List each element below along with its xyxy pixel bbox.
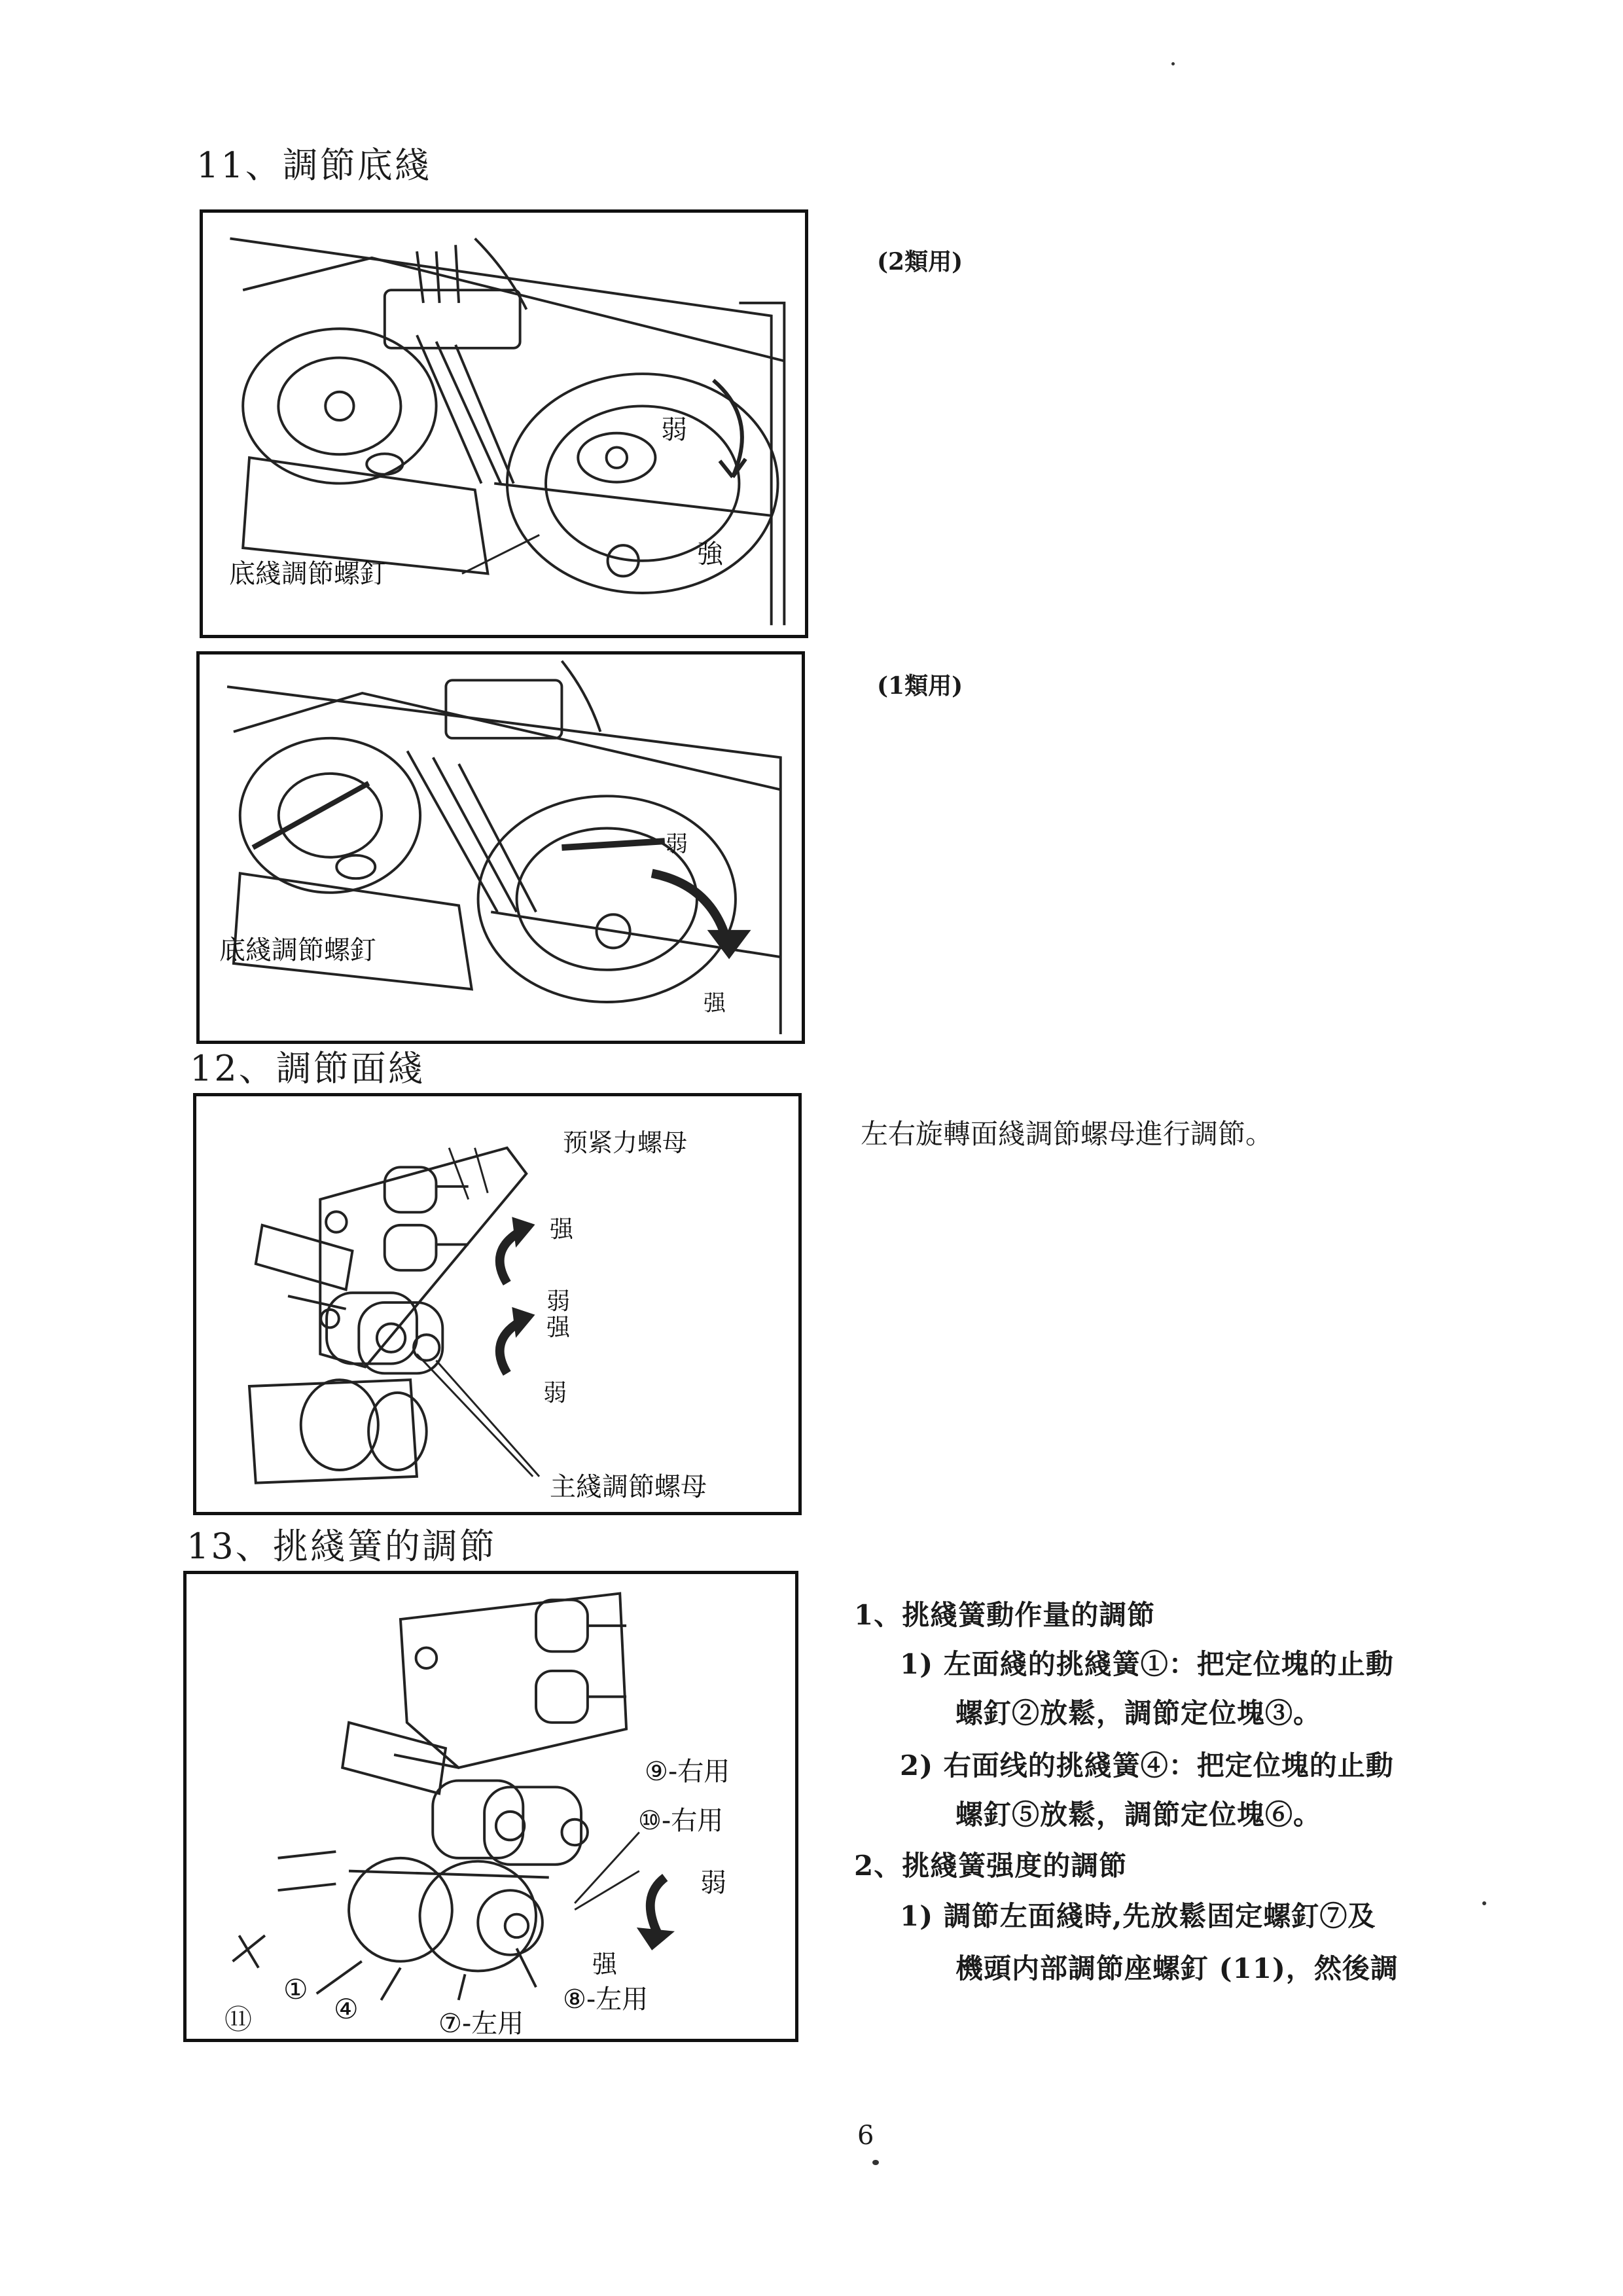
scan-speck (1171, 62, 1175, 65)
section-12-heading: 12、調節面綫 (190, 1048, 425, 1089)
bobbin-case-illustration-b (200, 655, 802, 1041)
callout-10-right: ⑩-右用 (638, 1806, 724, 1836)
callout-8-left: ⑧-左用 (563, 1984, 649, 2015)
bobbin-screw-label: 底綫調節螺釘 (229, 559, 386, 589)
weak-label: 弱 (666, 831, 688, 857)
weak-label: 弱 (661, 415, 687, 445)
type2-note: (2類用) (877, 248, 963, 276)
item-1-2-line-b: 螺釘⑤放鬆，調節定位塊⑥。 (955, 1799, 1322, 1831)
section-11-heading: 11、調節底綫 (196, 145, 432, 186)
section-13-heading: 13、挑綫簧的調節 (187, 1526, 497, 1567)
weak-label-1: 弱 (546, 1288, 571, 1315)
page-number: 6 (857, 2121, 874, 2151)
figure-bobbin-tension-type1 (196, 651, 805, 1044)
strong-label: 强 (704, 990, 726, 1016)
item-2-1-line-a: 1) 調節左面綫時,先放鬆固定螺釘⑦及 (900, 1900, 1376, 1932)
figure-bobbin-tension-type2 (200, 209, 808, 638)
figure-take-up-spring (183, 1571, 798, 2042)
callout-11: ⑪ (224, 2003, 253, 2036)
item-1-2-line-a: 2) 右面线的挑綫簧④：把定位塊的止動 (900, 1749, 1394, 1782)
figure-needle-thread-tension (193, 1093, 802, 1515)
item-2-1-line-b: 機頭内部調節座螺釘 (11)，然後調 (955, 1952, 1399, 1984)
main-tension-nut-label: 主綫調節螺母 (550, 1472, 707, 1502)
section-12-description: 左右旋轉面綫調節螺母進行調節。 (861, 1118, 1274, 1150)
strong-label-2: 强 (546, 1314, 571, 1341)
strong-label: 强 (592, 1950, 618, 1979)
bobbin-screw-label: 底綫調節螺釘 (219, 935, 376, 965)
scan-speck (1482, 1901, 1486, 1905)
item-2-title: 2、挑綫簧强度的調節 (854, 1850, 1128, 1882)
scan-speck (872, 2160, 879, 2165)
item-1-1-line-a: 1) 左面綫的挑綫簧①：把定位塊的止動 (900, 1648, 1394, 1680)
weak-label-2: 弱 (543, 1380, 567, 1407)
item-1-1-line-b: 螺釘②放鬆，調節定位塊③。 (955, 1697, 1322, 1729)
tension-nut-illustration (196, 1096, 798, 1512)
pretension-nut-label: 预紧力螺母 (563, 1128, 688, 1157)
callout-9-right: ⑨-右用 (645, 1757, 730, 1787)
type1-note: (1類用) (877, 672, 963, 700)
strong-label: 強 (697, 539, 723, 569)
weak-label: 弱 (700, 1868, 726, 1898)
strong-label-1: 强 (550, 1216, 574, 1243)
item-1-title: 1、挑綫簧動作量的調節 (854, 1599, 1156, 1631)
callout-1: ① (283, 1973, 308, 2005)
callout-7-left: ⑦-左用 (438, 2009, 524, 2039)
callout-4: ④ (334, 1993, 359, 2025)
